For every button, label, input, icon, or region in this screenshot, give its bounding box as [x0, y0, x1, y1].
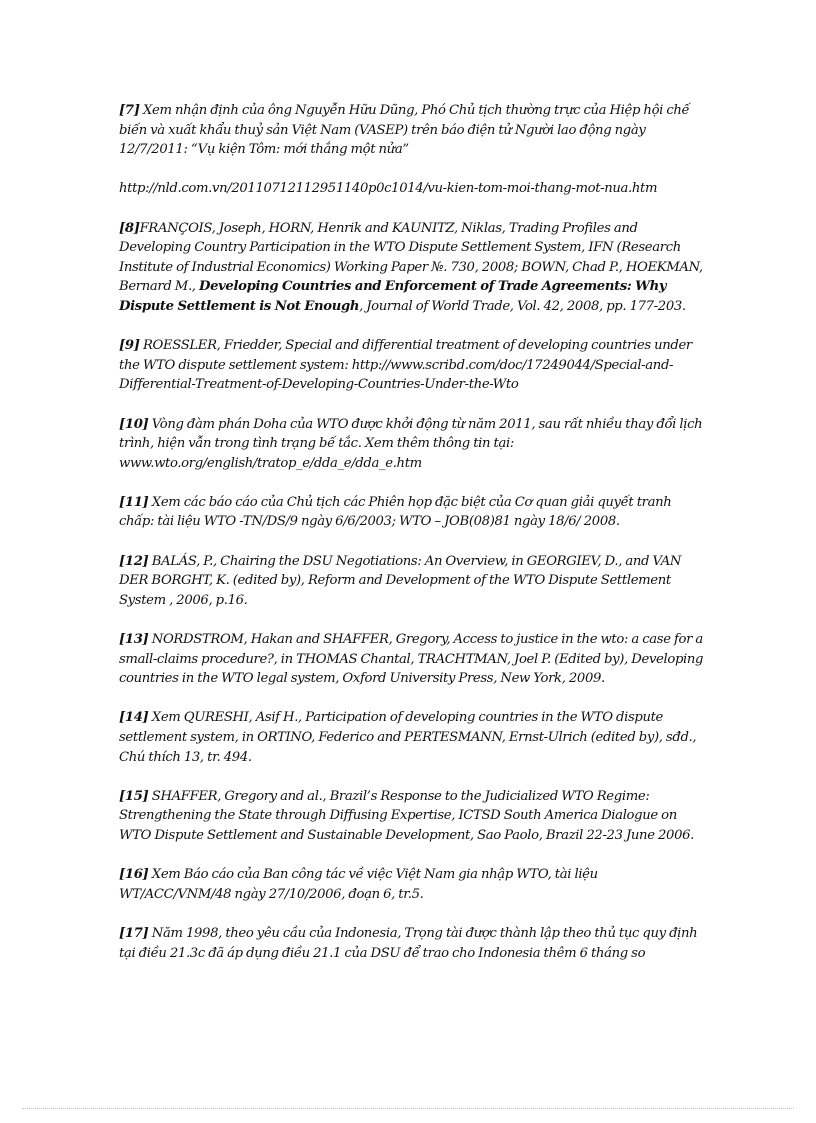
page-bottom-divider: [22, 1108, 794, 1109]
footnote-text: Xem nhận định của ông Nguyễn Hữu Dũng, Phó Chủ tịch thường trực của Hiệp hội chế biến và xuất khẩu thuỷ sản Việt Nam (VASEP) trên báo điện tử Người lao động ngày 12/7/2011: “Vụ kiện Tôm: mới thắng một nửa”: [119, 103, 690, 158]
footnote-text: BALÁS, P., Chairing the DSU Negotiations: An Overview, in GEORGIEV, D., and VAN DER BORGHT, K. (edited by), Reform and Development of the WTO Dispute Settlement System , 2006, p.16.: [119, 553, 682, 608]
footnote-number: [16]: [119, 867, 149, 883]
footnote-8: [119, 219, 704, 317]
footnote-7: [119, 101, 704, 160]
footnote-text: FRANÇOIS, Joseph, HORN, Henrik and KAUNITZ, Niklas, Trading Profiles and Developing Country Participation in the WTO Dispute Settlement System, IFN (Research Institute of Industrial Economics) Working Paper №. 730, 2008; BOWN, Chad P., HOEKMAN, Bernard M.,: [119, 220, 703, 295]
footnote-number: [11]: [119, 494, 149, 510]
footnote-text: Vòng đàm phán Doha của WTO được khởi động từ năm 2011, sau rất nhiều thay đổi lịch trình, hiện vẫn trong tình trạng bế tắc. Xem thêm thông tin tại: www.wto.org/english/tratop_e/dda_e/dda_e.htm: [119, 416, 703, 471]
footnote-text-tail: , Journal of World Trade, Vol. 42, 2008, pp. 177-203.: [359, 298, 686, 314]
footnote-text: Xem Báo cáo của Ban công tác về việc Việt Nam gia nhập WTO, tài liệu WT/ACC/VNM/48 ngày 27/10/2006, đoạn 6, tr.5.: [119, 867, 598, 902]
footnote-text: Xem QURESHI, Asif H., Participation of developing countries in the WTO dispute settlement system, in ORTINO, Federico and PERTESMANN, Ernst-Ulrich (edited by), sđd., Chú thích 13, tr. 494.: [119, 710, 697, 765]
footnote-number: [12]: [119, 553, 149, 569]
footnote-17: [119, 924, 704, 963]
footnote-number: [7]: [119, 103, 140, 118]
footnote-bold-title: Developing Countries and Enforcement of Trade Agreements: Why Dispute Settlement is Not Enough: [119, 279, 667, 314]
footnote-number: [17]: [119, 925, 149, 941]
footnote-number: [13]: [119, 632, 149, 648]
footnote-15: [119, 787, 704, 846]
footnote-13: [119, 630, 704, 689]
footnote-link[interactable]: http://nld.com.vn/20110712112951140p0c1014/vu-kien-tom-moi-thang-mot-nua.htm: [119, 181, 658, 197]
footnote-7-url: [119, 179, 704, 199]
footnote-number: [10]: [119, 416, 149, 432]
footnote-text: NORDSTROM, Hakan and SHAFFER, Gregory, Access to justice in the wto: a case for a small-claims procedure?, in THOMAS Chantal, TRACHTMAN, Joel P. (Edited by), Developing countries in the WTO legal system, Oxford University Press, New York, 2009.: [119, 632, 704, 687]
footnote-text: Xem các báo cáo của Chủ tịch các Phiên họp đặc biệt của Cơ quan giải quyết tranh chấp: tài liệu WTO -TN/DS/9 ngày 6/6/2003; WTO – JOB(08)81 ngày 18/6/ 2008.: [119, 494, 672, 530]
footnote-16: [119, 865, 704, 904]
footnote-9: [119, 336, 704, 395]
footnote-11: [119, 493, 704, 532]
footnote-number: [15]: [119, 788, 149, 804]
footnote-number: [8]: [119, 220, 140, 236]
footnote-number: [14]: [119, 710, 149, 726]
footnote-text: Năm 1998, theo yêu cầu của Indonesia, Trọng tài được thành lập theo thủ tục quy định tại điều 21.3c đã áp dụng điều 21.1 của DSU để trao cho Indonesia thêm 6 tháng so: [119, 925, 698, 961]
footnote-text: SHAFFER, Gregory and al., Brazil’s Response to the Judicialized WTO Regime: Strengthening the State through Diffusing Expertise, ICTSD South America Dialogue on WTO Dispute Settlement and Sustainable Development, Sao Paolo, Brazil 22-23 June 2006.: [119, 788, 695, 843]
footnote-10: [119, 415, 704, 474]
footnote-12: [119, 552, 704, 611]
footnote-text: ROESSLER, Friedder, Special and differential treatment of developing countries under the WTO dispute settlement system: http://www.scribd.com/doc/17249044/Special-and-Differential-Treatment-of-Developing-Countries-Under-the-Wto: [119, 338, 692, 393]
footnote-number: [9]: [119, 338, 140, 354]
footnote-14: [119, 708, 704, 767]
footnotes-list: [119, 101, 704, 983]
